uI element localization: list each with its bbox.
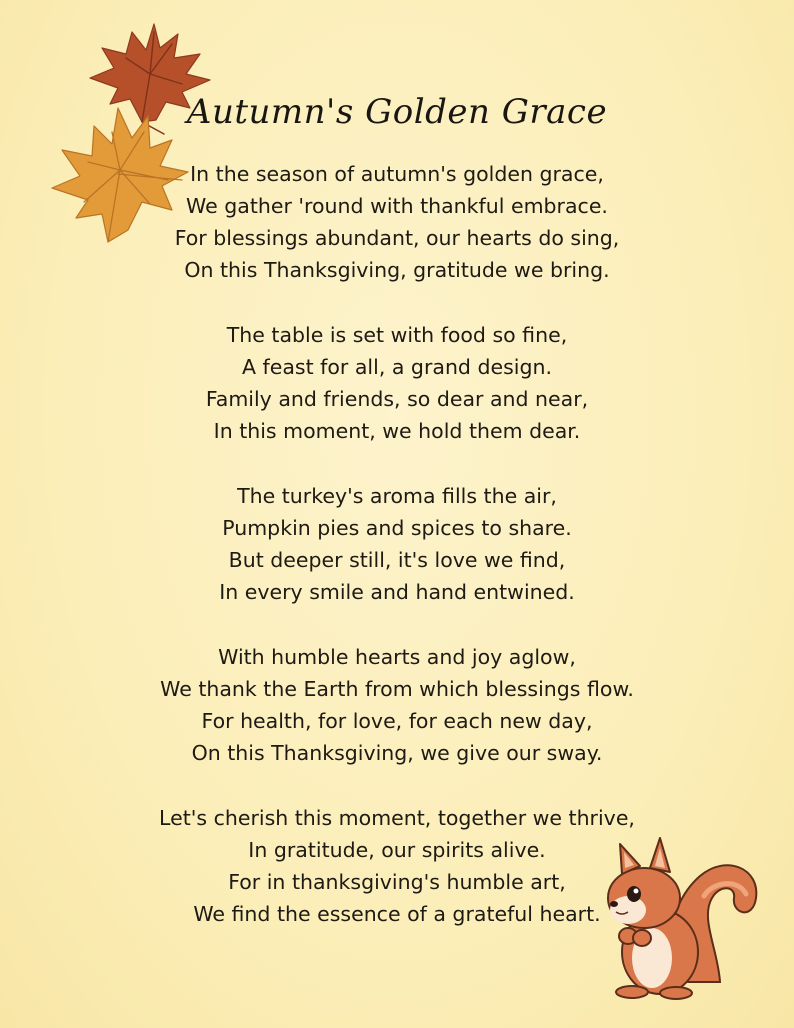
poem-title: Autumn's Golden Grace xyxy=(186,92,608,132)
poem-line: In gratitude, our spirits alive. xyxy=(248,838,546,862)
poem-line: We find the essence of a grateful heart. xyxy=(193,902,601,926)
poem-line: We gather 'round with thankful embrace. xyxy=(186,194,608,218)
poem-line: For blessings abundant, our hearts do sing, xyxy=(174,226,620,250)
squirrel-icon xyxy=(600,832,765,1002)
poem-line: In the season of autumn's golden grace, xyxy=(190,162,604,186)
poem-line: Let's cherish this moment, together we thrive, xyxy=(159,806,635,830)
poem-line: The table is set with food so fine, xyxy=(226,323,568,347)
poem-line: On this Thanksgiving, gratitude we bring. xyxy=(184,258,610,282)
poem-line: In every smile and hand entwined. xyxy=(219,580,575,604)
poem-line: Pumpkin pies and spices to share. xyxy=(222,516,572,540)
stanza xyxy=(0,319,794,447)
poem-line: In this moment, we hold them dear. xyxy=(213,419,581,443)
poem-line: We thank the Earth from which blessings flow. xyxy=(160,677,634,701)
poem-line: For health, for love, for each new day, xyxy=(201,709,593,733)
stanza xyxy=(0,641,794,769)
poem-line: On this Thanksgiving, we give our sway. xyxy=(191,741,603,765)
stanza xyxy=(0,158,794,286)
poem-line: A feast for all, a grand design. xyxy=(242,355,552,379)
poem-line: But deeper still, it's love we find, xyxy=(228,548,566,572)
poem-line: Family and friends, so dear and near, xyxy=(205,387,589,411)
stanza xyxy=(0,480,794,608)
poem-line: For in thanksgiving's humble art, xyxy=(228,870,566,894)
poem-line: With humble hearts and joy aglow, xyxy=(218,645,576,669)
poem-line: The turkey's aroma fills the air, xyxy=(237,484,557,508)
